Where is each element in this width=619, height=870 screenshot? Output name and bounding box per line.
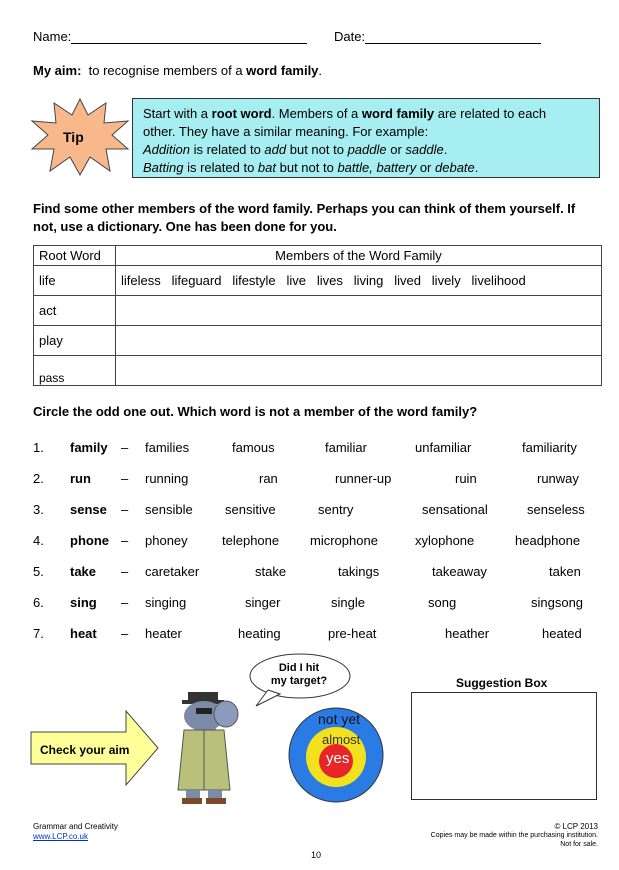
target-outer-label: not yet: [318, 711, 361, 727]
item-option[interactable]: sensational: [422, 502, 488, 517]
target-inner-label: yes: [326, 750, 350, 767]
item-option[interactable]: heated: [542, 626, 582, 641]
table-row: [34, 326, 602, 356]
suggestion-box-title: Suggestion Box: [456, 676, 548, 690]
date-label: Date:: [334, 29, 366, 44]
item-option[interactable]: telephone: [222, 533, 280, 548]
item-root-word: phone: [70, 533, 109, 548]
task1-instruction: Find some other members of the word family. Perhaps you can think of them yourself. If not, use a dictionary. One has been done for you.: [33, 201, 576, 234]
item-option[interactable]: taken: [549, 564, 581, 579]
table-row: [34, 356, 602, 386]
task2-instruction: Circle the odd one out. Which word is not a member of the word family?: [33, 404, 478, 419]
item-option[interactable]: running: [145, 471, 189, 486]
item-option[interactable]: takeaway: [432, 564, 487, 579]
item-option[interactable]: ran: [259, 471, 278, 486]
members-cell[interactable]: [116, 326, 602, 356]
item-option[interactable]: sentry: [318, 502, 354, 517]
item-option[interactable]: phoney: [145, 533, 188, 548]
item-number: 3.: [33, 502, 44, 517]
members-cell[interactable]: lifeless lifeguard lifestyle live lives living lived lively livelihood: [116, 266, 602, 296]
item-option[interactable]: runner-up: [335, 471, 392, 486]
item-option[interactable]: singer: [245, 595, 281, 610]
item-option[interactable]: ruin: [455, 471, 477, 486]
item-dash: –: [121, 502, 129, 517]
item-option[interactable]: stake: [255, 564, 287, 579]
item-option[interactable]: headphone: [515, 533, 581, 548]
tip-line-2: other. They have a similar meaning. For example:: [143, 124, 429, 139]
footer-right: © LCP 2013 Copies may be made within the purchasing institution. Not for sale.: [430, 822, 598, 848]
item-number: 7.: [33, 626, 44, 641]
footer-link[interactable]: www.LCP.co.uk: [33, 832, 88, 841]
item-option[interactable]: caretaker: [145, 564, 200, 579]
item-option[interactable]: unfamiliar: [415, 440, 472, 455]
item-dash: –: [121, 626, 129, 641]
date-row: [334, 29, 541, 44]
tip-line-1: Start with a root word. Members of a word family are related to each: [143, 106, 547, 121]
aim-label: My aim:: [33, 63, 82, 78]
item-dash: –: [121, 564, 129, 579]
detective-elephant-icon: [172, 684, 246, 808]
suggestion-box[interactable]: [411, 692, 597, 800]
item-option[interactable]: senseless: [527, 502, 585, 517]
item-option[interactable]: singsong: [531, 595, 584, 610]
item-root-word: heat: [70, 626, 97, 641]
item-number: 2.: [33, 471, 44, 486]
item-dash: –: [121, 440, 129, 455]
name-row: [33, 29, 307, 44]
root-cell: pass: [34, 356, 116, 386]
item-option[interactable]: song: [428, 595, 457, 610]
item-option[interactable]: families: [145, 440, 190, 455]
word-family-table: [33, 245, 602, 386]
item-option[interactable]: microphone: [310, 533, 378, 548]
item-number: 1.: [33, 440, 44, 455]
col-root-header: Root Word: [34, 246, 116, 266]
item-option[interactable]: heather: [445, 626, 490, 641]
table-row: [34, 296, 602, 326]
col-members-header: Members of the Word Family: [116, 246, 602, 266]
name-label: Name:: [33, 29, 72, 44]
item-root-word: run: [70, 471, 91, 486]
root-cell: act: [34, 296, 116, 326]
page-number: 10: [311, 850, 322, 860]
table-row: [34, 266, 602, 296]
speech-bubble-text: Did I hit my target?: [270, 662, 328, 687]
item-root-word: sense: [70, 502, 107, 517]
item-option[interactable]: familiarity: [522, 440, 577, 455]
item-option[interactable]: familiar: [325, 440, 367, 455]
item-option[interactable]: runway: [537, 471, 579, 486]
footer-left: [33, 822, 118, 842]
check-aim-label: Check your aim: [40, 743, 130, 757]
date-field[interactable]: [365, 29, 541, 44]
item-root-word: take: [70, 564, 97, 579]
item-number: 4.: [33, 533, 44, 548]
item-option[interactable]: xylophone: [415, 533, 475, 548]
members-cell[interactable]: [116, 356, 602, 386]
item-number: 6.: [33, 595, 44, 610]
tip-badge: Tip: [63, 129, 84, 145]
name-field[interactable]: [71, 29, 307, 44]
tip-box: [132, 98, 600, 178]
item-root-word: family: [70, 440, 108, 455]
root-cell: play: [34, 326, 116, 356]
members-cell[interactable]: [116, 296, 602, 326]
item-option[interactable]: sensitive: [225, 502, 276, 517]
item-option[interactable]: heater: [145, 626, 182, 641]
item-option[interactable]: pre-heat: [328, 626, 377, 641]
item-option[interactable]: single: [331, 595, 365, 610]
item-root-word: sing: [70, 595, 97, 610]
root-cell: life: [34, 266, 116, 296]
table-header-row: [34, 246, 602, 266]
item-option[interactable]: takings: [338, 564, 380, 579]
item-option[interactable]: sensible: [145, 502, 193, 517]
item-number: 5.: [33, 564, 44, 579]
tip-line-3: Addition is related to add but not to paddle or saddle.: [143, 142, 448, 157]
item-option[interactable]: famous: [232, 440, 275, 455]
item-dash: –: [121, 595, 129, 610]
item-dash: –: [121, 471, 129, 486]
footer-title: Grammar and Creativity: [33, 822, 118, 831]
aim-line: My aim: to recognise members of a word family.: [33, 63, 323, 78]
item-dash: –: [121, 533, 129, 548]
target-middle-label: almost: [322, 732, 361, 747]
tip-line-4: Batting is related to bat but not to battle, battery or debate.: [143, 160, 479, 175]
item-option[interactable]: heating: [238, 626, 281, 641]
item-option[interactable]: singing: [145, 595, 187, 610]
